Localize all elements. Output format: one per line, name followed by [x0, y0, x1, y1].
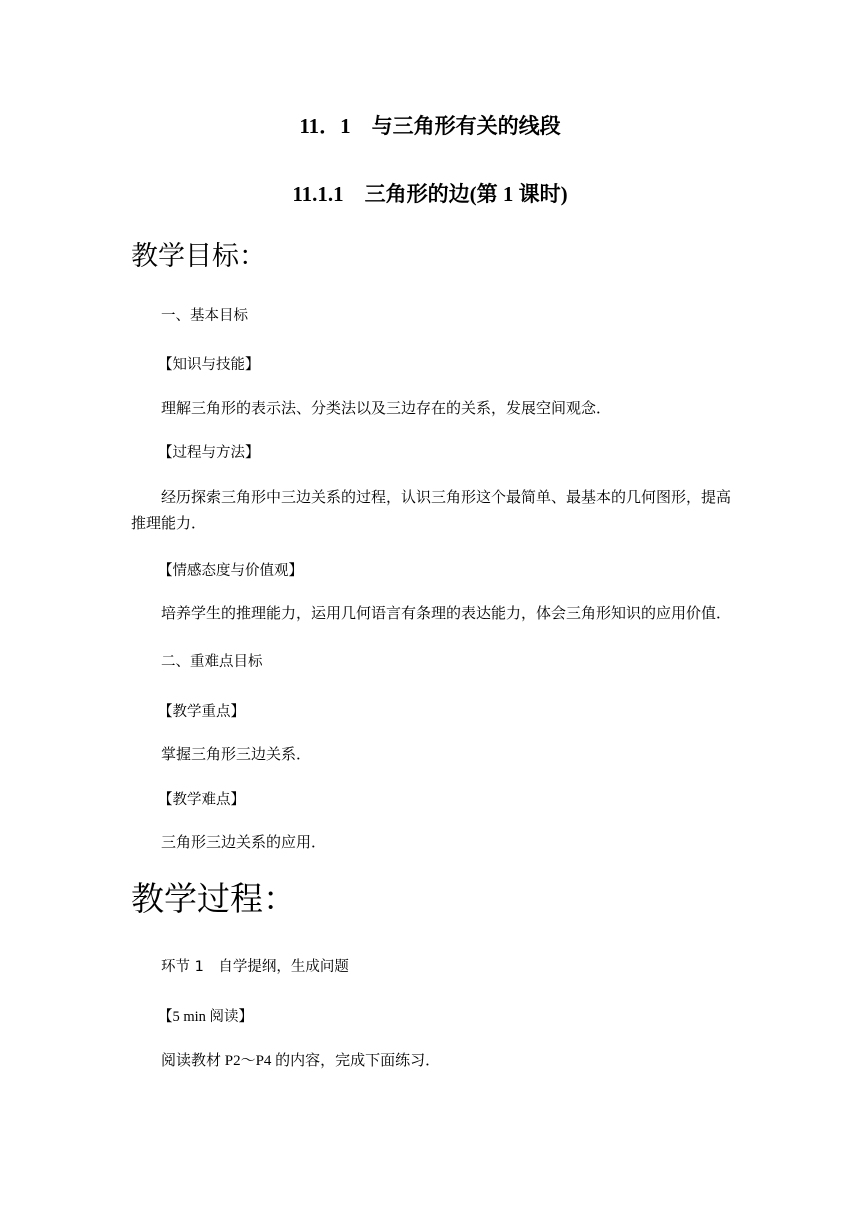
- teaching-process-heading: 教学过程：: [131, 879, 296, 918]
- process-methods-label: 【过程与方法】: [158, 445, 260, 461]
- step-1-heading: 环节 1 自学提纲，生成问题: [161, 959, 349, 975]
- knowledge-skills-text: 理解三角形的表示法、分类法以及三边存在的关系，发展空间观念．: [161, 401, 612, 417]
- section-subtitle: 11.1.1 三角形的边(第 1 课时): [292, 182, 568, 206]
- document-title: 11．1 与三角形有关的线段: [299, 114, 561, 138]
- teaching-key-points-label: 【教学重点】: [158, 704, 245, 720]
- reading-text: 阅读教材 P2～P4 的内容，完成下面练习．: [161, 1053, 441, 1069]
- process-methods-text: 经历探索三角形中三边关系的过程，认识三角形这个最简单、最基本的几何图形，提高推理能力．: [131, 490, 732, 532]
- emotion-values-label: 【情感态度与价值观】: [158, 563, 303, 579]
- teaching-key-points-text: 掌握三角形三边关系．: [161, 747, 312, 763]
- teaching-difficulties-text: 三角形三边关系的应用．: [161, 835, 327, 851]
- key-difficult-objectives-heading: 二、重难点目标: [161, 654, 263, 670]
- objectives-heading: 教学目标：: [131, 241, 266, 272]
- knowledge-skills-label: 【知识与技能】: [158, 357, 260, 373]
- basic-objectives-heading: 一、基本目标: [161, 308, 248, 324]
- reading-label: 【5 min 阅读】: [158, 1009, 254, 1025]
- emotion-values-text: 培养学生的推理能力，运用几何语言有条理的表达能力，体会三角形知识的应用价值．: [161, 606, 732, 622]
- teaching-difficulties-label: 【教学难点】: [158, 792, 245, 808]
